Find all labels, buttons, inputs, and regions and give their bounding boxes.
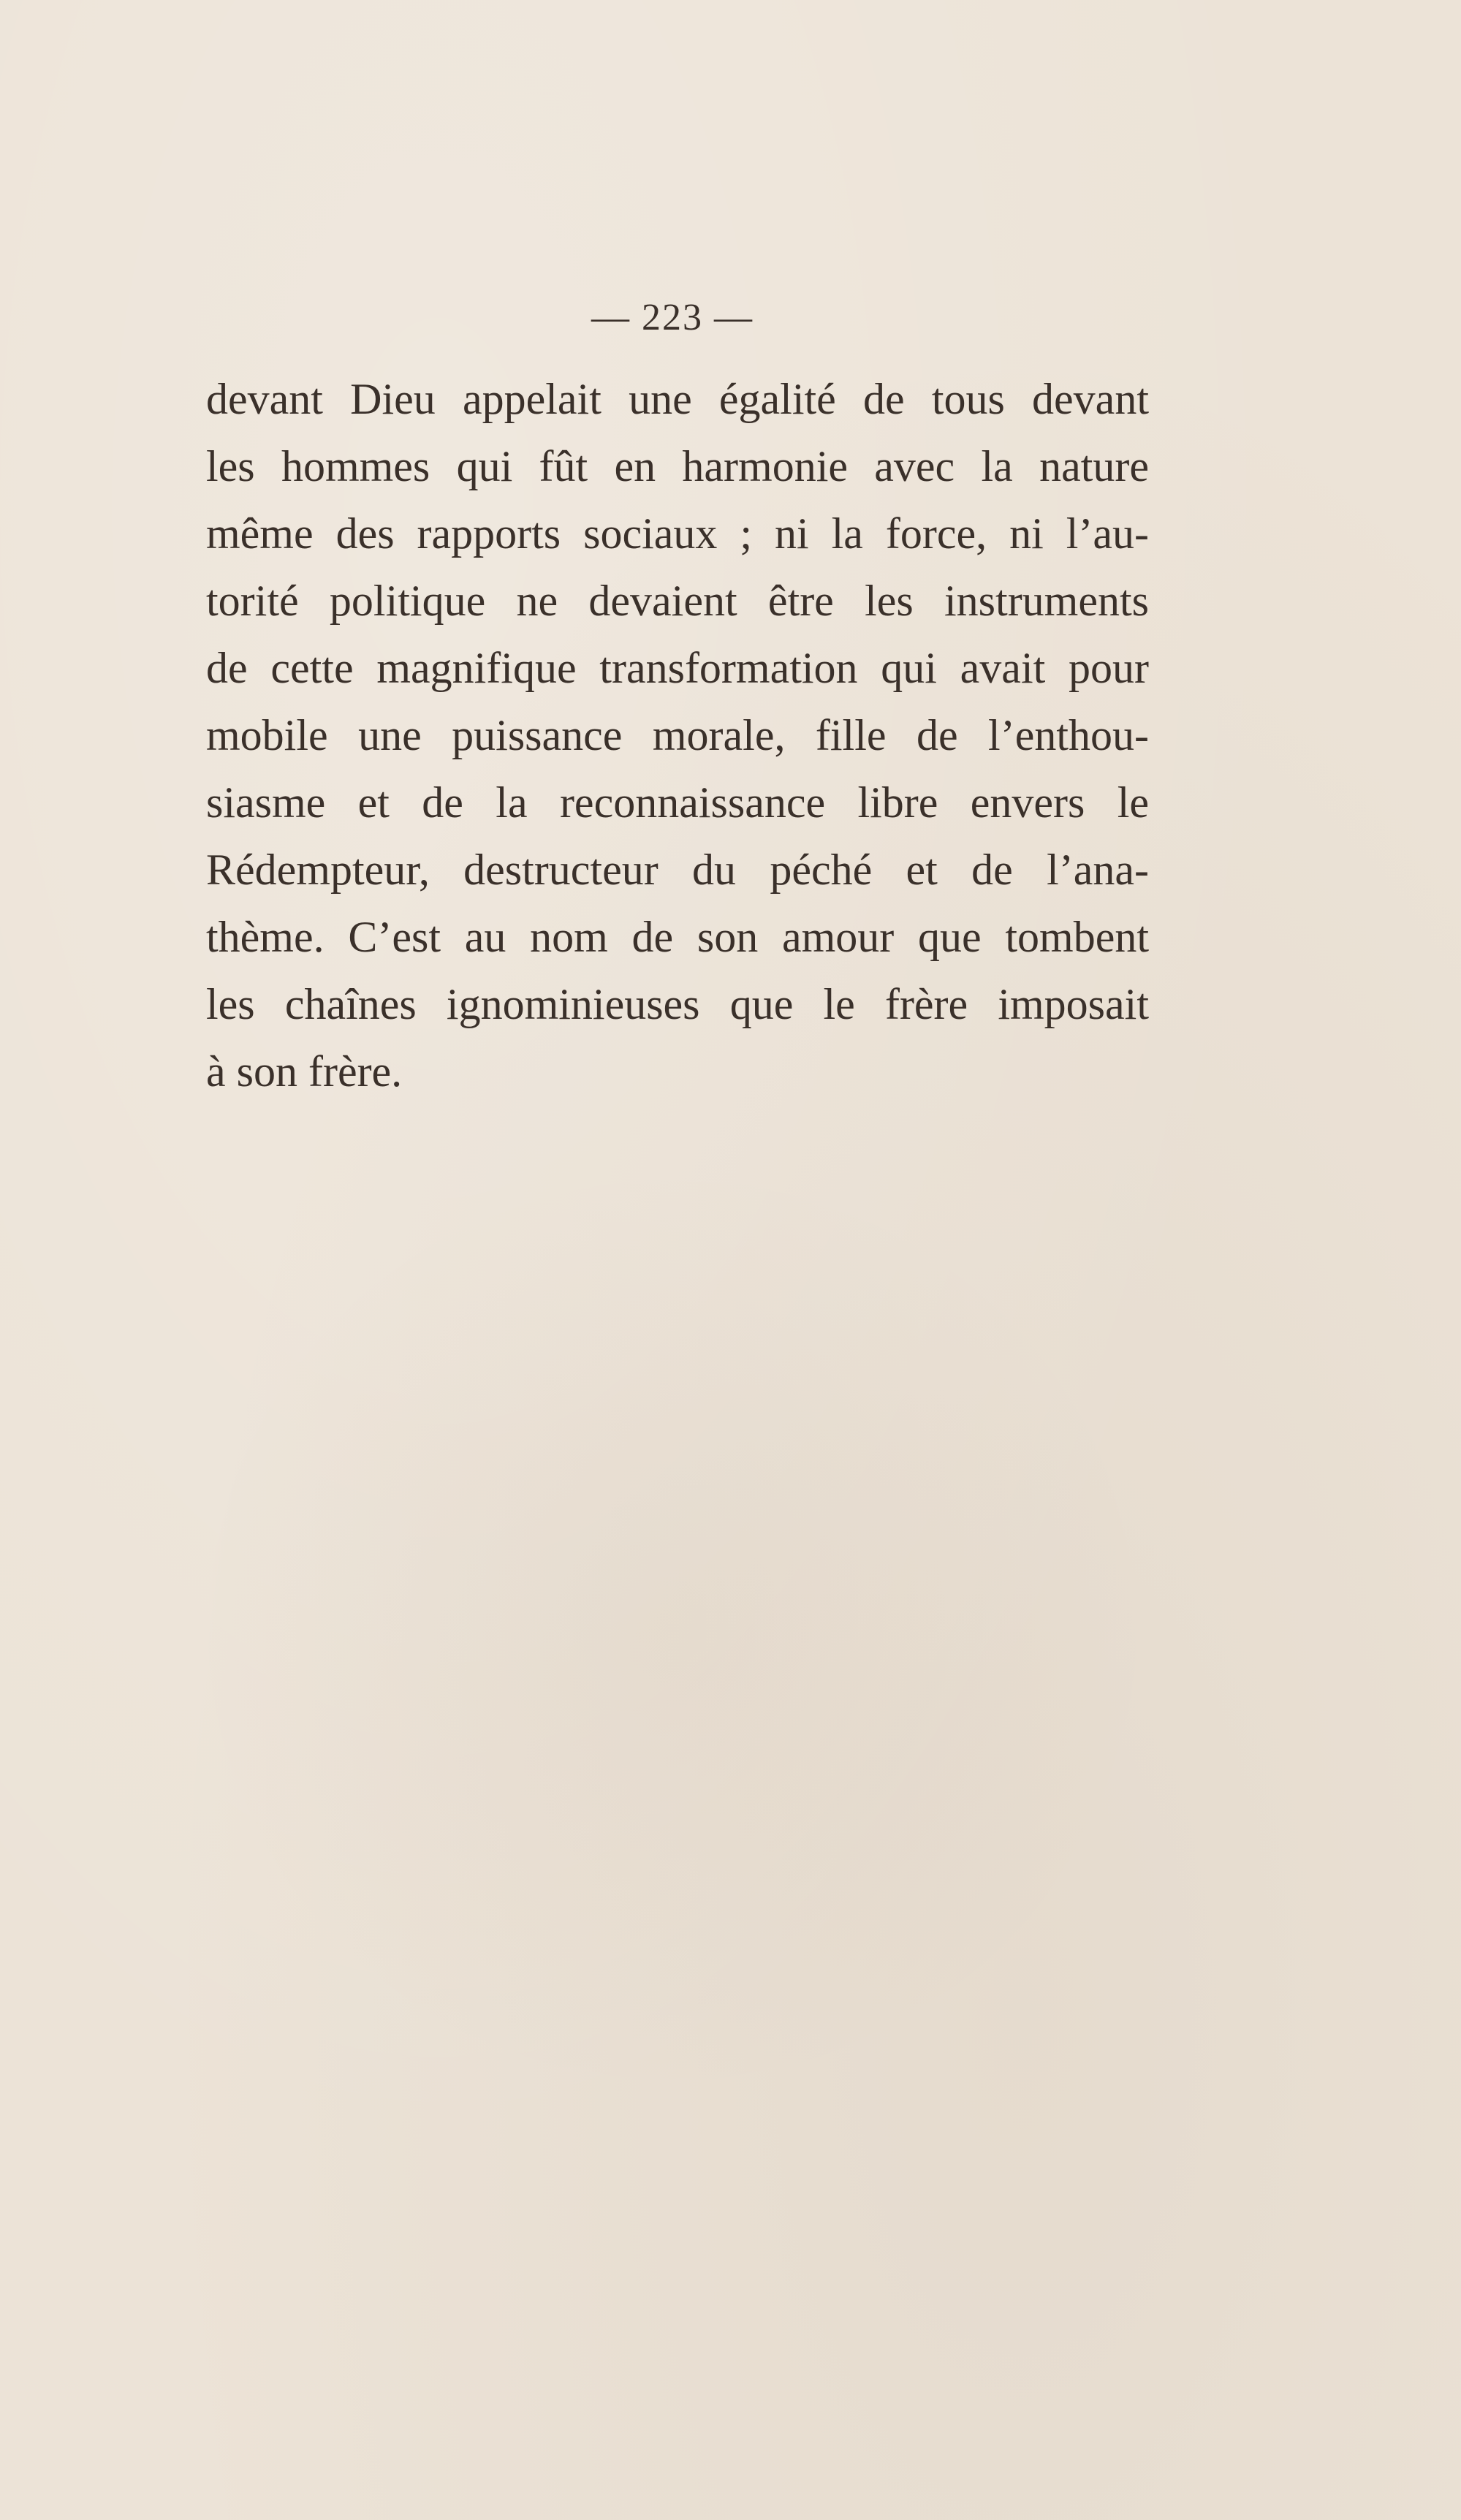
body-text [206, 365, 1149, 1105]
show-through-shadow [183, 1155, 1162, 2105]
text-line: mobile une puissance morale, fille de l’enthou- [206, 711, 1149, 759]
page-number: — 223 — [591, 297, 754, 338]
text-line: de cette magnifique transformation qui avait pour [206, 644, 1149, 692]
text-line: les hommes qui fût en harmonie avec la nature [206, 442, 1149, 490]
text-line: même des rapports sociaux ; ni la force, ni l’au- [206, 509, 1149, 558]
text-line: devant Dieu appelait une égalité de tous devant [206, 375, 1149, 423]
text-line: thème. C’est au nom de son amour que tombent [206, 913, 1149, 961]
text-line: les chaînes ignominieuses que le frère imposait [206, 980, 1149, 1028]
text-line: siasme et de la reconnaissance libre envers le [206, 778, 1149, 827]
text-line: torité politique ne devaient être les instruments [206, 577, 1149, 625]
text-line-last: à son frère. [206, 1047, 403, 1096]
text-line: Rédempteur, destructeur du péché et de l’ana- [206, 846, 1149, 894]
